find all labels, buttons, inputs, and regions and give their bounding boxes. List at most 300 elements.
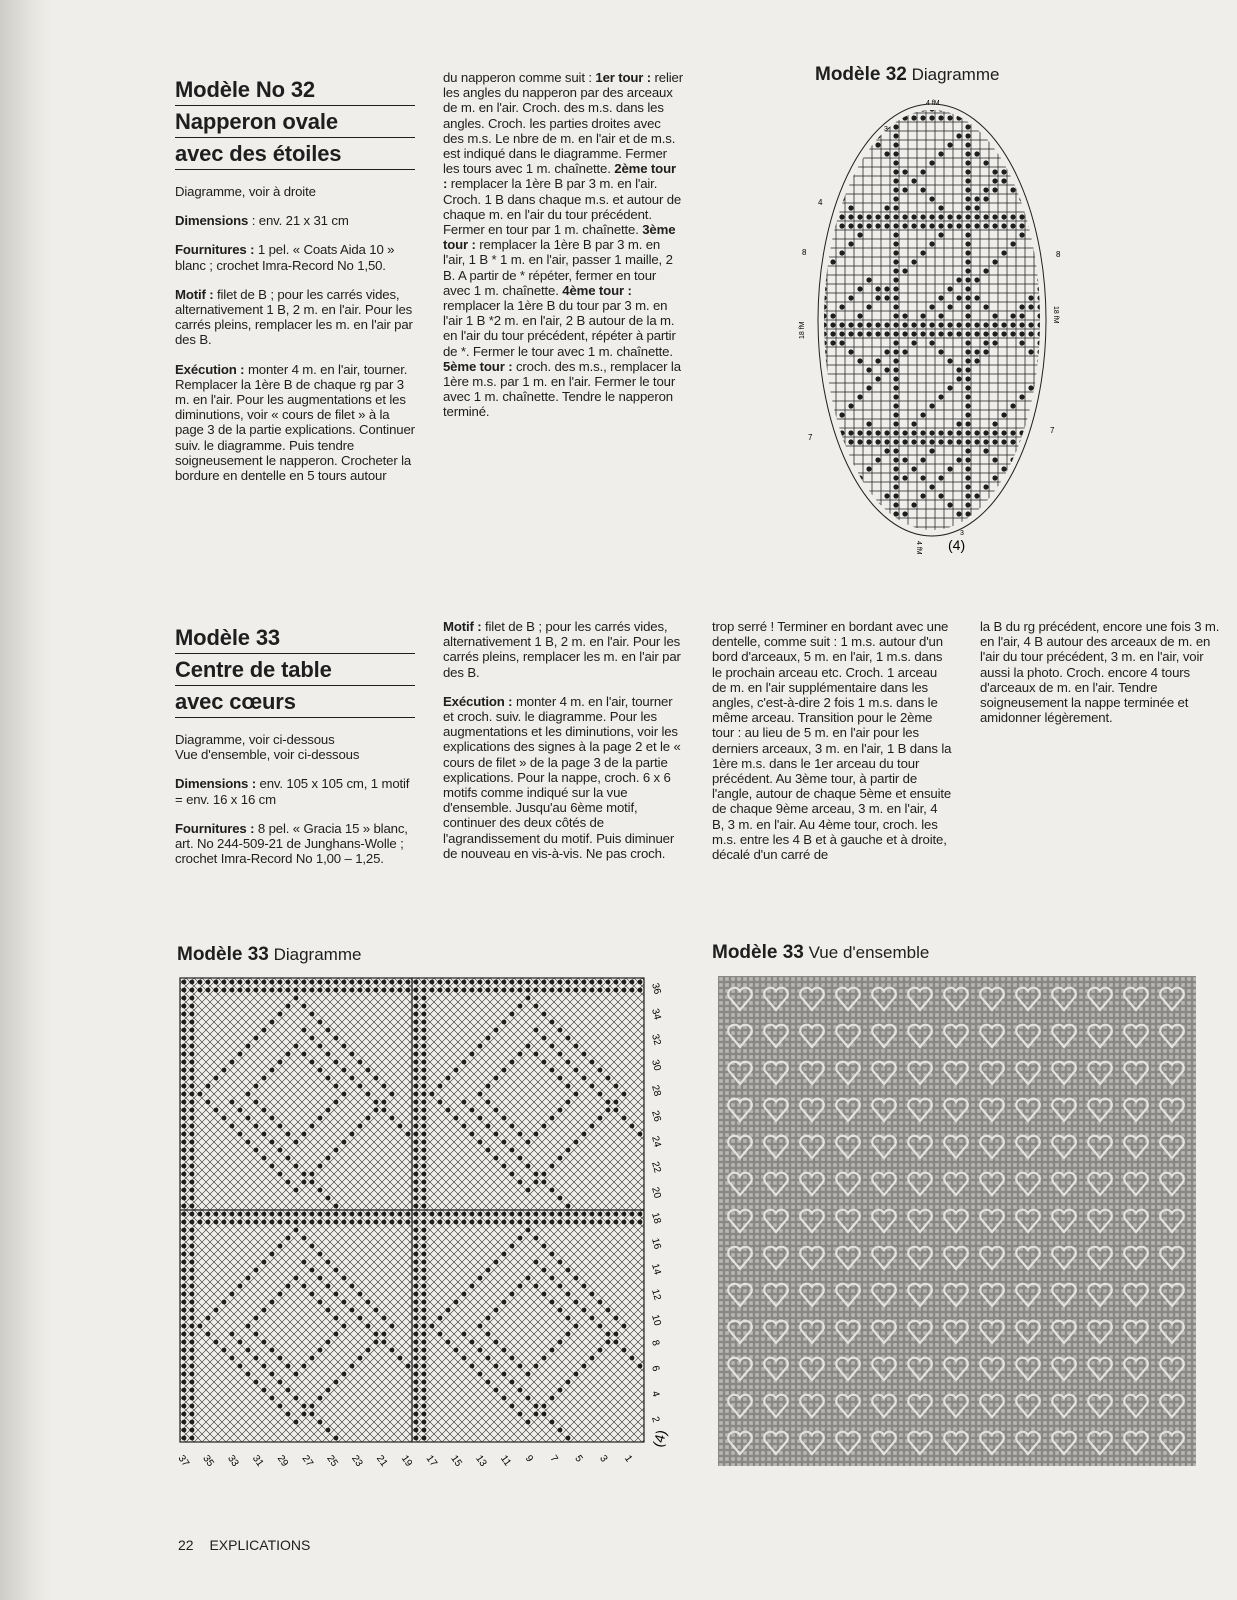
m33-overview-title-rest: Vue d'ensemble bbox=[803, 943, 930, 962]
square-filled-cell bbox=[302, 1180, 307, 1185]
square-filled-cell bbox=[478, 1044, 483, 1049]
square-filled-cell bbox=[406, 1212, 411, 1217]
oval-filled-cell bbox=[911, 331, 916, 336]
square-filled-cell bbox=[422, 1308, 427, 1313]
oval-filled-cell bbox=[866, 439, 871, 444]
square-filled-cell bbox=[190, 1436, 195, 1441]
square-filled-cell bbox=[294, 1396, 299, 1401]
square-filled-cell bbox=[486, 1100, 491, 1105]
oval-filled-cell bbox=[839, 169, 844, 174]
square-filled-cell bbox=[382, 1340, 387, 1345]
oval-filled-cell bbox=[965, 286, 970, 291]
square-filled-cell bbox=[414, 1060, 419, 1065]
oval-filled-cell bbox=[839, 304, 844, 309]
square-filled-cell bbox=[254, 980, 259, 985]
square-filled-cell bbox=[502, 1300, 507, 1305]
square-filled-cell bbox=[518, 1156, 523, 1161]
square-filled-cell bbox=[182, 1148, 187, 1153]
square-filled-cell bbox=[422, 1260, 427, 1265]
square-filled-cell bbox=[334, 1220, 339, 1225]
oval-filled-cell bbox=[911, 430, 916, 435]
oval-filled-cell bbox=[1010, 313, 1015, 318]
oval-filled-cell bbox=[902, 115, 907, 120]
oval-filled-cell bbox=[938, 331, 943, 336]
oval-filled-cell bbox=[821, 358, 826, 363]
m32-tour4-label: 4ème tour : bbox=[562, 282, 632, 298]
square-filled-cell bbox=[534, 1052, 539, 1057]
square-filled-cell bbox=[422, 1164, 427, 1169]
right-row-number: 20 bbox=[649, 1185, 663, 1200]
m33-motif-label: Motif : bbox=[443, 619, 482, 634]
square-filled-cell bbox=[302, 1052, 307, 1057]
square-filled-cell bbox=[182, 1228, 187, 1233]
oval-filled-cell bbox=[875, 223, 880, 228]
square-filled-cell bbox=[582, 980, 587, 985]
square-filled-cell bbox=[430, 988, 435, 993]
oval-filled-cell bbox=[1037, 439, 1042, 444]
square-filled-cell bbox=[614, 1332, 619, 1337]
square-filled-cell bbox=[590, 1220, 595, 1225]
oval-filled-cell bbox=[920, 412, 925, 417]
square-filled-cell bbox=[422, 1372, 427, 1377]
square-filled-cell bbox=[550, 1020, 555, 1025]
square-filled-cell bbox=[182, 1156, 187, 1161]
square-filled-cell bbox=[510, 1292, 515, 1297]
oval-filled-cell bbox=[821, 106, 826, 111]
square-filled-cell bbox=[582, 1132, 587, 1137]
oval-filled-cell bbox=[1037, 340, 1042, 345]
square-filled-cell bbox=[574, 1044, 579, 1049]
m32-diagram-ref: Diagramme, voir à droite bbox=[175, 184, 316, 199]
square-filled-cell bbox=[310, 1012, 315, 1017]
oval-filled-cell bbox=[965, 439, 970, 444]
m32-tour2-text: remplacer la 1ère B par 3 m. en l'air. Croch. 1 B dans chaque m.s. et autour de chaque m. en l'air du tour précédent. Fermer en tour par 1 m. chaînette. bbox=[443, 176, 682, 238]
square-filled-cell bbox=[414, 1100, 419, 1105]
square-filled-cell bbox=[326, 1028, 331, 1033]
oval-filled-cell bbox=[893, 358, 898, 363]
square-filled-cell bbox=[502, 1068, 507, 1073]
square-filled-cell bbox=[438, 1332, 443, 1337]
square-filled-cell bbox=[414, 1268, 419, 1273]
oval-filled-cell bbox=[893, 142, 898, 147]
oval-filled-cell bbox=[947, 466, 952, 471]
square-filled-cell bbox=[462, 1332, 467, 1337]
square-filled-cell bbox=[270, 1372, 275, 1377]
oval-filled-cell bbox=[965, 376, 970, 381]
oval-filled-cell bbox=[821, 322, 826, 327]
oval-filled-cell bbox=[992, 331, 997, 336]
oval-filled-cell bbox=[830, 340, 835, 345]
m33-refs bbox=[175, 732, 415, 762]
square-filled-cell bbox=[566, 988, 571, 993]
square-filled-cell bbox=[470, 988, 475, 993]
square-filled-cell bbox=[190, 1116, 195, 1121]
oval-filled-cell bbox=[830, 178, 835, 183]
square-filled-cell bbox=[350, 980, 355, 985]
square-filled-cell bbox=[598, 988, 603, 993]
square-filled-cell bbox=[302, 980, 307, 985]
square-filled-cell bbox=[526, 1164, 531, 1169]
square-filled-cell bbox=[286, 1388, 291, 1393]
square-filled-cell bbox=[494, 1340, 499, 1345]
square-filled-cell bbox=[334, 980, 339, 985]
square-filled-cell bbox=[422, 1172, 427, 1177]
square-filled-cell bbox=[310, 1244, 315, 1249]
oval-filled-cell bbox=[866, 421, 871, 426]
square-filled-cell bbox=[230, 1332, 235, 1337]
square-filled-cell bbox=[190, 1268, 195, 1273]
square-filled-cell bbox=[574, 1300, 579, 1305]
oval-filled-cell bbox=[992, 340, 997, 345]
oval-filled-cell bbox=[821, 268, 826, 273]
square-filled-cell bbox=[294, 1220, 299, 1225]
square-filled-cell bbox=[286, 1132, 291, 1137]
square-filled-cell bbox=[470, 1220, 475, 1225]
square-filled-cell bbox=[366, 1212, 371, 1217]
m33-bottom-row-numbers bbox=[176, 1453, 635, 1469]
m33-motif-text: filet de B ; pour les carrés vides, alternativement 1 B, 2 m. en l'air. Pour les carrés pleins, remplacer les m. en l'air par des B. bbox=[443, 619, 681, 680]
square-filled-cell bbox=[526, 1228, 531, 1233]
oval-filled-cell bbox=[947, 430, 952, 435]
square-filled-cell bbox=[230, 1356, 235, 1361]
oval-filled-cell bbox=[911, 439, 916, 444]
oval-filled-cell bbox=[983, 223, 988, 228]
oval-filled-cell bbox=[1010, 223, 1015, 228]
square-filled-cell bbox=[446, 1308, 451, 1313]
m32-start-label: (4) bbox=[948, 537, 966, 553]
square-filled-cell bbox=[558, 1108, 563, 1113]
square-filled-cell bbox=[614, 1212, 619, 1217]
bottom-row-number: 27 bbox=[299, 1453, 315, 1469]
oval-filled-cell bbox=[992, 421, 997, 426]
square-filled-cell bbox=[558, 1220, 563, 1225]
square-filled-cell bbox=[390, 1324, 395, 1329]
square-filled-cell bbox=[278, 1244, 283, 1249]
square-filled-cell bbox=[294, 1044, 299, 1049]
square-filled-cell bbox=[518, 980, 523, 985]
oval-filled-cell bbox=[929, 106, 934, 111]
square-filled-cell bbox=[590, 1084, 595, 1089]
square-filled-cell bbox=[462, 1124, 467, 1129]
square-filled-cell bbox=[446, 1212, 451, 1217]
oval-filled-cell bbox=[965, 502, 970, 507]
square-filled-cell bbox=[246, 1092, 251, 1097]
square-filled-cell bbox=[574, 1092, 579, 1097]
oval-filled-cell bbox=[884, 349, 889, 354]
square-filled-cell bbox=[614, 1220, 619, 1225]
oval-filled-cell bbox=[929, 214, 934, 219]
square-filled-cell bbox=[182, 1124, 187, 1129]
oval-filled-cell bbox=[902, 268, 907, 273]
square-filled-cell bbox=[318, 1188, 323, 1193]
square-filled-cell bbox=[414, 1108, 419, 1113]
oval-filled-cell bbox=[893, 313, 898, 318]
square-filled-cell bbox=[302, 988, 307, 993]
oval-filled-cell bbox=[938, 232, 943, 237]
square-filled-cell bbox=[222, 988, 227, 993]
square-filled-cell bbox=[182, 1356, 187, 1361]
oval-filled-cell bbox=[1037, 142, 1042, 147]
square-filled-cell bbox=[190, 1396, 195, 1401]
square-filled-cell bbox=[406, 980, 411, 985]
square-filled-cell bbox=[390, 1212, 395, 1217]
oval-filled-cell bbox=[965, 223, 970, 228]
square-filled-cell bbox=[190, 1356, 195, 1361]
square-filled-cell bbox=[206, 1100, 211, 1105]
square-filled-cell bbox=[254, 1212, 259, 1217]
square-filled-cell bbox=[222, 1220, 227, 1225]
square-filled-cell bbox=[590, 1212, 595, 1217]
square-filled-cell bbox=[422, 1300, 427, 1305]
square-filled-cell bbox=[206, 980, 211, 985]
oval-filled-cell bbox=[938, 106, 943, 111]
square-filled-cell bbox=[422, 1156, 427, 1161]
oval-filled-cell bbox=[1037, 187, 1042, 192]
oval-filled-cell bbox=[911, 421, 916, 426]
square-filled-cell bbox=[262, 1388, 267, 1393]
square-filled-cell bbox=[534, 1404, 539, 1409]
oval-filled-cell bbox=[857, 223, 862, 228]
square-filled-cell bbox=[326, 1220, 331, 1225]
square-filled-cell bbox=[222, 1300, 227, 1305]
square-filled-cell bbox=[206, 1332, 211, 1337]
square-filled-cell bbox=[230, 1100, 235, 1105]
oval-filled-cell bbox=[974, 358, 979, 363]
square-filled-cell bbox=[558, 980, 563, 985]
oval-filled-cell bbox=[1028, 493, 1033, 498]
oval-filled-cell bbox=[866, 466, 871, 471]
square-filled-cell bbox=[502, 1116, 507, 1121]
square-filled-cell bbox=[350, 1284, 355, 1289]
oval-filled-cell bbox=[884, 493, 889, 498]
square-filled-cell bbox=[190, 1172, 195, 1177]
oval-filled-cell bbox=[1037, 367, 1042, 372]
oval-filled-cell bbox=[983, 214, 988, 219]
m32-diagram-title-rest: Diagramme bbox=[906, 65, 1000, 84]
square-filled-cell bbox=[182, 1076, 187, 1081]
square-filled-cell bbox=[422, 1340, 427, 1345]
oval-filled-cell bbox=[920, 106, 925, 111]
oval-filled-cell bbox=[911, 214, 916, 219]
oval-filled-cell bbox=[902, 475, 907, 480]
oval-filled-cell bbox=[1019, 475, 1024, 480]
square-filled-cell bbox=[390, 1348, 395, 1353]
square-filled-cell bbox=[270, 980, 275, 985]
oval-filled-cell bbox=[947, 115, 952, 120]
square-filled-cell bbox=[310, 1124, 315, 1129]
oval-filled-cell bbox=[893, 160, 898, 165]
square-filled-cell bbox=[214, 1212, 219, 1217]
square-filled-cell bbox=[422, 1068, 427, 1073]
square-filled-cell bbox=[366, 988, 371, 993]
square-filled-cell bbox=[598, 1068, 603, 1073]
oval-filled-cell bbox=[1001, 322, 1006, 327]
oval-filled-cell bbox=[866, 277, 871, 282]
square-filled-cell bbox=[302, 1028, 307, 1033]
m33-motif bbox=[443, 619, 683, 680]
oval-filled-cell bbox=[1019, 439, 1024, 444]
oval-filled-cell bbox=[965, 268, 970, 273]
square-filled-cell bbox=[566, 1292, 571, 1297]
oval-filled-cell bbox=[857, 358, 862, 363]
square-filled-cell bbox=[414, 1204, 419, 1209]
square-filled-cell bbox=[302, 1284, 307, 1289]
square-filled-cell bbox=[502, 1372, 507, 1377]
square-filled-cell bbox=[310, 1180, 315, 1185]
square-filled-cell bbox=[190, 1372, 195, 1377]
square-filled-cell bbox=[262, 1108, 267, 1113]
oval-filled-cell bbox=[983, 160, 988, 165]
oval-filled-cell bbox=[866, 214, 871, 219]
oval-filled-cell bbox=[848, 151, 853, 156]
bottom-row-number: 29 bbox=[274, 1453, 291, 1469]
square-filled-cell bbox=[414, 1332, 419, 1337]
oval-filled-cell bbox=[938, 313, 943, 318]
oval-filled-cell bbox=[839, 160, 844, 165]
oval-filled-cell bbox=[1001, 493, 1006, 498]
oval-filled-cell bbox=[929, 160, 934, 165]
square-filled-cell bbox=[190, 1428, 195, 1433]
square-filled-cell bbox=[190, 996, 195, 1001]
square-filled-cell bbox=[326, 1076, 331, 1081]
oval-filled-cell bbox=[857, 394, 862, 399]
square-filled-cell bbox=[182, 1004, 187, 1009]
square-filled-cell bbox=[422, 1076, 427, 1081]
oval-filled-cell bbox=[938, 394, 943, 399]
square-filled-cell bbox=[526, 1372, 531, 1377]
square-filled-cell bbox=[190, 1228, 195, 1233]
bottom-row-number: 15 bbox=[448, 1453, 464, 1469]
square-filled-cell bbox=[342, 1372, 347, 1377]
oval-filled-cell bbox=[947, 331, 952, 336]
oval-filled-cell bbox=[965, 529, 970, 534]
bottom-row-number: 5 bbox=[572, 1453, 585, 1465]
square-filled-cell bbox=[606, 1220, 611, 1225]
square-filled-cell bbox=[566, 980, 571, 985]
oval-filled-cell bbox=[893, 430, 898, 435]
square-filled-cell bbox=[422, 1388, 427, 1393]
square-filled-cell bbox=[190, 1412, 195, 1417]
oval-filled-cell bbox=[965, 187, 970, 192]
oval-filled-cell bbox=[1001, 106, 1006, 111]
m32-diagram-title-bold: Modèle 32 bbox=[815, 64, 907, 85]
square-filled-cell bbox=[598, 1348, 603, 1353]
square-filled-cell bbox=[190, 1068, 195, 1073]
square-filled-cell bbox=[190, 1212, 195, 1217]
oval-filled-cell bbox=[938, 430, 943, 435]
oval-filled-cell bbox=[857, 439, 862, 444]
oval-filled-cell bbox=[902, 313, 907, 318]
oval-filled-cell bbox=[965, 430, 970, 435]
oval-filled-cell bbox=[1037, 457, 1042, 462]
square-filled-cell bbox=[414, 1180, 419, 1185]
square-filled-cell bbox=[494, 1308, 499, 1313]
square-filled-cell bbox=[462, 1060, 467, 1065]
square-filled-cell bbox=[182, 1284, 187, 1289]
oval-filled-cell bbox=[1037, 313, 1042, 318]
square-filled-cell bbox=[446, 1340, 451, 1345]
square-filled-cell bbox=[190, 1316, 195, 1321]
square-filled-cell bbox=[190, 1004, 195, 1009]
square-filled-cell bbox=[518, 1364, 523, 1369]
square-filled-cell bbox=[182, 1348, 187, 1353]
oval-filled-cell bbox=[830, 475, 835, 480]
square-filled-cell bbox=[366, 1092, 371, 1097]
square-filled-cell bbox=[182, 1084, 187, 1089]
square-filled-cell bbox=[414, 1092, 419, 1097]
square-filled-cell bbox=[606, 1076, 611, 1081]
square-filled-cell bbox=[622, 1220, 627, 1225]
square-filled-cell bbox=[510, 1244, 515, 1249]
right-row-number: 14 bbox=[649, 1262, 663, 1277]
square-filled-cell bbox=[518, 1236, 523, 1241]
m32-label-4-left: 4 bbox=[818, 198, 823, 207]
oval-filled-cell bbox=[992, 313, 997, 318]
oval-filled-cell bbox=[1037, 529, 1042, 534]
square-filled-cell bbox=[398, 1124, 403, 1129]
square-filled-cell bbox=[550, 1300, 555, 1305]
oval-filled-cell bbox=[866, 106, 871, 111]
oval-filled-cell bbox=[929, 439, 934, 444]
square-filled-cell bbox=[190, 1348, 195, 1353]
oval-filled-cell bbox=[821, 232, 826, 237]
square-filled-cell bbox=[582, 1364, 587, 1369]
square-filled-cell bbox=[566, 1212, 571, 1217]
oval-filled-cell bbox=[1010, 187, 1015, 192]
square-filled-cell bbox=[526, 1140, 531, 1145]
square-filled-cell bbox=[502, 1396, 507, 1401]
square-filled-cell bbox=[182, 1132, 187, 1137]
square-filled-cell bbox=[502, 1212, 507, 1217]
oval-filled-cell bbox=[929, 484, 934, 489]
square-filled-cell bbox=[182, 1020, 187, 1025]
square-filled-cell bbox=[302, 1172, 307, 1177]
oval-filled-cell bbox=[848, 484, 853, 489]
square-filled-cell bbox=[206, 1084, 211, 1089]
square-filled-cell bbox=[190, 980, 195, 985]
square-filled-cell bbox=[238, 1212, 243, 1217]
square-filled-cell bbox=[182, 1028, 187, 1033]
square-filled-cell bbox=[286, 1180, 291, 1185]
square-filled-cell bbox=[190, 1140, 195, 1145]
oval-filled-cell bbox=[830, 502, 835, 507]
square-filled-cell bbox=[414, 1220, 419, 1225]
square-filled-cell bbox=[310, 980, 315, 985]
oval-filled-cell bbox=[839, 214, 844, 219]
square-filled-cell bbox=[478, 1092, 483, 1097]
square-filled-cell bbox=[342, 1068, 347, 1073]
oval-filled-cell bbox=[920, 313, 925, 318]
square-filled-cell bbox=[294, 1164, 299, 1169]
oval-filled-cell bbox=[1037, 349, 1042, 354]
square-filled-cell bbox=[190, 1292, 195, 1297]
square-filled-cell bbox=[534, 1220, 539, 1225]
square-filled-cell bbox=[254, 1036, 259, 1041]
square-filled-cell bbox=[550, 1396, 555, 1401]
oval-filled-cell bbox=[857, 322, 862, 327]
square-filled-cell bbox=[606, 1340, 611, 1345]
square-filled-cell bbox=[254, 988, 259, 993]
oval-filled-cell bbox=[929, 403, 934, 408]
square-filled-cell bbox=[214, 1076, 219, 1081]
square-filled-cell bbox=[502, 1164, 507, 1169]
oval-filled-cell bbox=[983, 106, 988, 111]
square-filled-cell bbox=[566, 1380, 571, 1385]
m32-fournitures bbox=[175, 242, 415, 272]
oval-filled-cell bbox=[911, 340, 916, 345]
square-filled-cell bbox=[190, 1204, 195, 1209]
square-filled-cell bbox=[526, 1188, 531, 1193]
